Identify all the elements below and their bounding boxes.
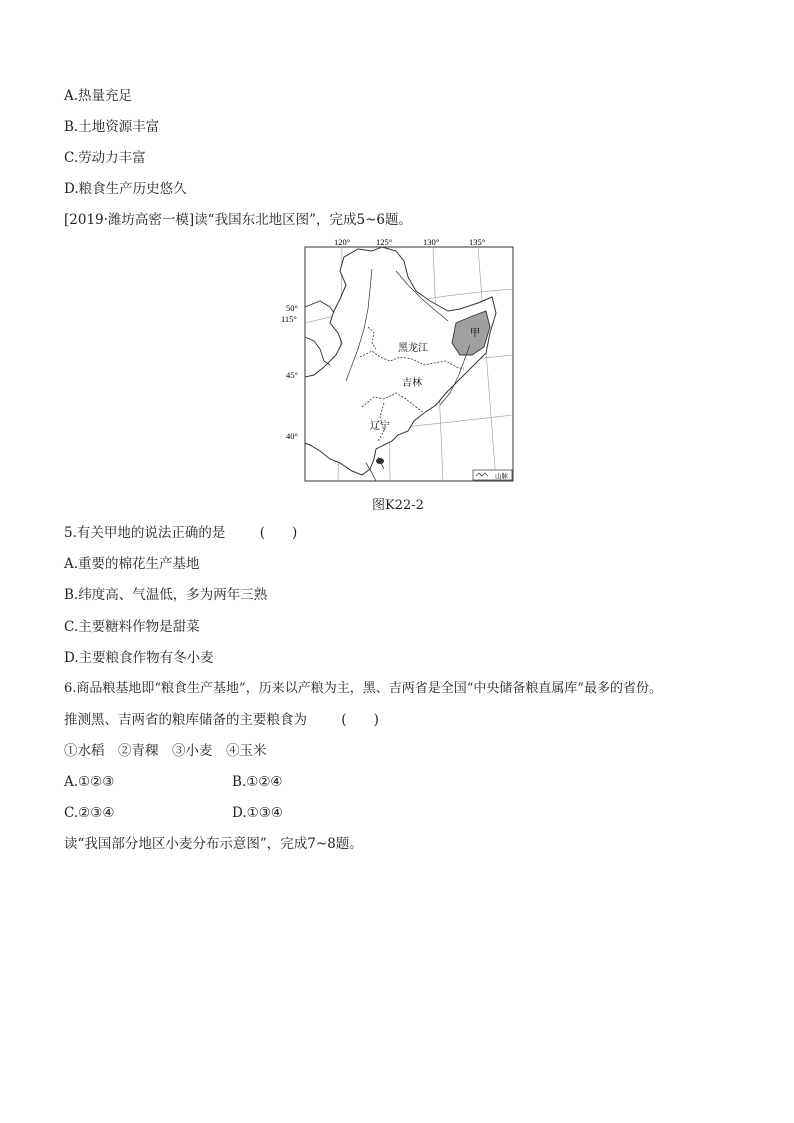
figure-caption: 图K22-2 [372, 498, 424, 513]
province-jilin: 吉林 [402, 378, 422, 389]
legend-label: 山脉 [495, 472, 508, 480]
lon-label-130: 130° [423, 237, 440, 247]
question-6-stem-line1: 6.商品粮基地即“粮食生产基地”，历来以产粮为主，黑、吉两省是全国“中央储备粮直属库”最多的省份。 [64, 681, 662, 696]
question-6-text: 推测黑、吉两省的粮库储备的主要粮食为 [64, 712, 307, 728]
northeast-outline [305, 247, 496, 475]
lon-label-125: 125° [376, 237, 393, 247]
lon-label-135: 135° [469, 237, 486, 247]
question-5-text: 5.有关甲地的说法正确的是 [64, 525, 226, 541]
lon-label-120: 120° [334, 237, 351, 247]
q6-option-a: A.①②③ [64, 774, 115, 790]
intro-question-7-8: 读“我国部分地区小麦分布示意图”，完成7~8题。 [64, 836, 363, 852]
q5-option-b: B.纬度高、气温低，多为两年三熟 [64, 587, 268, 603]
intro-question-5-6: [2019·潍坊高密一模]读“我国东北地区图”，完成5~6题。 [64, 212, 412, 228]
region-jia-label: 甲 [470, 328, 480, 339]
answer-paren: ( ) [259, 525, 298, 541]
lat-label-45: 45° [286, 370, 298, 380]
q6-items: ①水稻 ②青稞 ③小麦 ④玉米 [64, 743, 267, 759]
q6-option-b: B.①②④ [232, 774, 283, 790]
q5-option-d: D.主要粮食作物有冬小麦 [64, 650, 214, 666]
prev-option-a: A.热量充足 [64, 88, 133, 104]
prev-option-c: C.劳动力丰富 [64, 150, 146, 166]
answer-paren: ( ) [341, 712, 379, 728]
province-heilongjiang: 黑龙江 [398, 343, 428, 354]
lat-label-40: 40° [286, 431, 298, 441]
prev-option-b: B.土地资源丰富 [64, 119, 160, 135]
lon-label-115: 115° [281, 314, 297, 324]
northeast-china-map [281, 237, 516, 487]
question-6-stem-line2 [64, 711, 379, 729]
q6-option-c: C.②③④ [64, 805, 115, 821]
q6-option-d: D.①③④ [232, 805, 283, 821]
prev-option-d: D.粮食生产历史悠久 [64, 181, 187, 197]
west-region-boundary [305, 301, 334, 365]
q5-option-c: C.主要糖料作物是甜菜 [64, 619, 200, 635]
province-liaoning: 辽宁 [370, 421, 390, 432]
bohai-coast [376, 458, 384, 464]
question-5-stem [64, 524, 297, 542]
q5-option-a: A.重要的棉花生产基地 [64, 556, 200, 572]
lat-label-50: 50° [286, 303, 298, 313]
